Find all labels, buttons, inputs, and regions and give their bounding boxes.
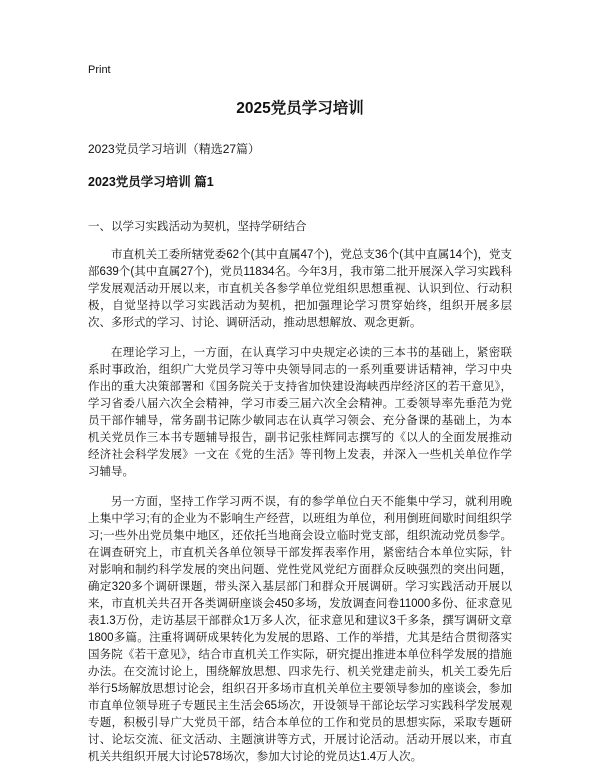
page-title: 2025党员学习培训 xyxy=(236,100,364,117)
paragraph-1: 市直机关工委所辖党委62个(其中直属47个)，党总支36个(其中直属14个)，党支部639个(其中直属27个)，党员11834名。今年3月，我市第二批开展深入学习实践科学发展观活动开展以来，市直机关各参学单位党组织思想重视、认识到位、行动积极，自觉坚持以学习实践活动为契机，把加强理论学习贯穿始终，组织开展多层次、多形式的学习、讨论、调研活动，推动思想解放、观念更新。 xyxy=(88,249,512,329)
section-heading: 一、以学习实践活动为契机，坚持学研结合 xyxy=(88,221,307,233)
paragraph-2: 在理论学习上，一方面，在认真学习中央规定必读的三本书的基础上，紧密联系时事政治，组织广大党员学习等中央领导同志的一系列重要讲话精神，学习中央作出的重大决策部署和《国务院关于支持省加快建设海峡西岸经济区的若干意见》，学习省委八届六次全会精神，学习市委三届六次全会精神。工委领导率先垂范为党员干部作辅导，常务副书记陈少敏同志在认真学习领会、充分备课的基础上，为本机关党员作三本书专题辅导报告，副书记张桂辉同志撰写的《以人的全面发展推动经济社会科学发展》一文在《党的生活》等刊物上发表，并深入一些机关单位作学习辅导。 xyxy=(88,347,512,478)
document-subtitle: 2023党员学习培训（精选27篇） xyxy=(88,142,261,156)
article-heading: 2023党员学习培训 篇1 xyxy=(88,175,214,189)
paragraph-3: 另一方面，坚持工作学习两不误，有的参学单位白天不能集中学习，就利用晚上集中学习;有的企业为不影响生产经营，以班组为单位，利用倒班间歇时间组织学习;一些外出党员集中地区，还依托当地商会设立临时党支部，组织流动党员参学。在调查研究上，市直机关各单位领导干部发挥表率作用，紧密结合本单位实际，针对影响和制约科学发展的突出问题、党性党风党纪方面群众反映强烈的突出问题，确定320多个调研课题，带头深入基层部门和群众开展调研。学习实践活动开展以来，市直机关共召开各类调研座谈会450多场，发放调查问卷11000多份、征求意见表1.3万份，走访基层干部群众1万多人次，征求意见和建议3千多条，撰写调研文章1800多篇。注重将调研成果转化为发展的思路、工作的举措，尤其是结合贯彻落实国务院《若干意见》，结合市直机关工作实际，研究提出推进本单位科学发展的措施办法。在交流讨论上，围绕解放思想、四求先行、机关党建走前头，机关工委先后举行5场解放思想讨论会，组织召开多场市直机关单位主要领导参加的座谈会，参加市直单位领导班子专题民主生活会65场次，开设领导干部论坛学习实践科学发展观专题，积极引导广大党员干部，结合本单位的工作和党员的思想实际，采取专题研讨、论坛交流、征文活动、主题演讲等方式，开展讨论活动。活动开展以来，市直机关共组织开展大讨论578场次，参加大讨论的党员达1.4万人次。 xyxy=(88,496,512,763)
print-button[interactable]: Print xyxy=(88,64,111,76)
